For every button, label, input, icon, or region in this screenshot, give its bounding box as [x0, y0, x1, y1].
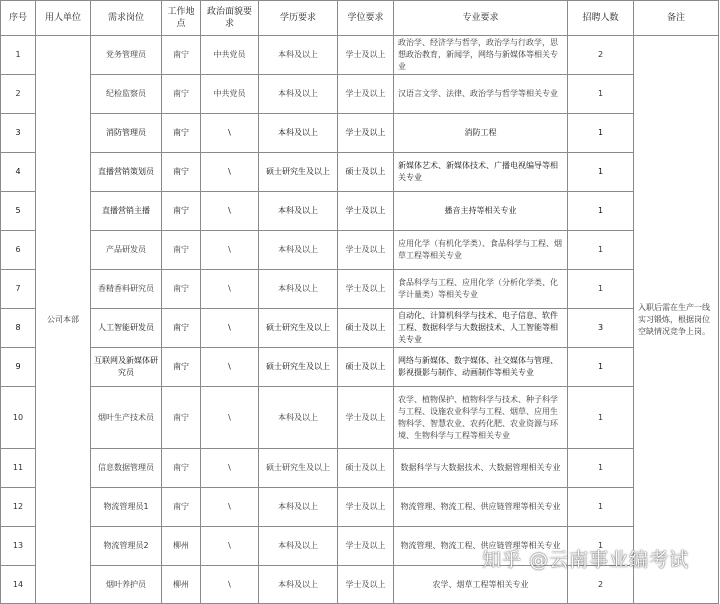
watermark-handle: @云南事业编考试 — [529, 549, 690, 571]
cell-count: 1 — [568, 488, 634, 527]
cell-education: 本科及以上 — [259, 488, 338, 527]
cell-degree: 学士及以上 — [338, 387, 394, 449]
cell-major: 自动化、计算机科学与技术、电子信息、软件工程、数据科学与大数据技术、人工智能等相关专业 — [394, 309, 568, 348]
cell-degree: 硕士及以上 — [338, 449, 394, 488]
cell-education: 本科及以上 — [259, 270, 338, 309]
cell-education: 本科及以上 — [259, 527, 338, 566]
cell-no: 6 — [1, 231, 36, 270]
cell-political: \ — [201, 270, 259, 309]
cell-count: 1 — [568, 449, 634, 488]
cell-count: 1 — [568, 231, 634, 270]
cell-position: 互联网及新媒体研究员 — [91, 348, 162, 387]
cell-location: 南宁 — [162, 75, 201, 114]
cell-major: 政治学、经济学与哲学，政治学与行政学，思想政治教育，新闻学，网络与新媒体等相关专业 — [394, 36, 568, 75]
header-cell-unit: 用人单位 — [36, 1, 91, 36]
cell-political: 中共党员 — [201, 36, 259, 75]
cell-political: \ — [201, 153, 259, 192]
cell-degree: 学士及以上 — [338, 270, 394, 309]
cell-location: 南宁 — [162, 387, 201, 449]
cell-political: \ — [201, 309, 259, 348]
cell-count: 2 — [568, 566, 634, 604]
cell-count: 1 — [568, 270, 634, 309]
cell-no: 5 — [1, 192, 36, 231]
cell-degree: 学士及以上 — [338, 114, 394, 153]
cell-education: 硕士研究生及以上 — [259, 153, 338, 192]
cell-degree: 硕士及以上 — [338, 153, 394, 192]
cell-count: 1 — [568, 527, 634, 566]
cell-location: 南宁 — [162, 36, 201, 75]
cell-major: 消防工程 — [394, 114, 568, 153]
cell-position: 信息数据管理员 — [91, 449, 162, 488]
cell-education: 本科及以上 — [259, 387, 338, 449]
table-row — [1, 387, 719, 449]
cell-position: 党务管理员 — [91, 36, 162, 75]
cell-location: 南宁 — [162, 488, 201, 527]
cell-education: 本科及以上 — [259, 192, 338, 231]
header-cell-remark: 备注 — [634, 1, 719, 36]
cell-no: 10 — [1, 387, 36, 449]
header-cell-no: 序号 — [1, 1, 36, 36]
cell-political: \ — [201, 231, 259, 270]
table-row — [1, 449, 719, 488]
cell-count: 2 — [568, 36, 634, 75]
cell-no: 9 — [1, 348, 36, 387]
cell-count: 1 — [568, 114, 634, 153]
cell-position: 香精香料研究员 — [91, 270, 162, 309]
cell-remark: 入职后需在生产一线实习锻炼，根据岗位空缺情况竞争上岗。 — [634, 36, 719, 604]
cell-location: 柳州 — [162, 527, 201, 566]
cell-education: 硕士研究生及以上 — [259, 449, 338, 488]
cell-degree: 学士及以上 — [338, 488, 394, 527]
cell-no: 3 — [1, 114, 36, 153]
cell-education: 本科及以上 — [259, 75, 338, 114]
table-row — [1, 231, 719, 270]
cell-no: 1 — [1, 36, 36, 75]
cell-major: 农学、烟草工程等相关专业 — [394, 566, 568, 604]
cell-major: 数据科学与大数据技术、大数据管理相关专业 — [394, 449, 568, 488]
header-cell-major: 专业要求 — [394, 1, 568, 36]
cell-count: 1 — [568, 348, 634, 387]
cell-location: 南宁 — [162, 153, 201, 192]
cell-position: 烟叶生产技术员 — [91, 387, 162, 449]
cell-major: 新媒体艺术、新媒体技术、广播电视编导等相关专业 — [394, 153, 568, 192]
cell-political: \ — [201, 527, 259, 566]
table-row — [1, 270, 719, 309]
cell-position: 纪检监察员 — [91, 75, 162, 114]
cell-position: 直播营销策划员 — [91, 153, 162, 192]
cell-no: 11 — [1, 449, 36, 488]
cell-major: 汉语言文学、法律、政治学与哲学等相关专业 — [394, 75, 568, 114]
cell-position: 产品研发员 — [91, 231, 162, 270]
header-cell-political: 政治面貌要求 — [201, 1, 259, 36]
cell-education: 本科及以上 — [259, 114, 338, 153]
cell-no: 2 — [1, 75, 36, 114]
table-row — [1, 36, 719, 75]
cell-no: 8 — [1, 309, 36, 348]
cell-degree: 硕士及以上 — [338, 348, 394, 387]
cell-degree: 学士及以上 — [338, 192, 394, 231]
header-row — [1, 1, 719, 36]
cell-location: 南宁 — [162, 270, 201, 309]
cell-degree: 学士及以上 — [338, 527, 394, 566]
cell-count: 1 — [568, 387, 634, 449]
table-row — [1, 309, 719, 348]
table-row — [1, 153, 719, 192]
table-row — [1, 192, 719, 231]
cell-count: 3 — [568, 309, 634, 348]
cell-no: 4 — [1, 153, 36, 192]
cell-major: 物流管理、物流工程、供应链管理等相关专业 — [394, 527, 568, 566]
cell-major: 食品科学与工程、应用化学（分析化学类、化学计量类）等相关专业 — [394, 270, 568, 309]
cell-count: 1 — [568, 75, 634, 114]
cell-position: 直播营销主播 — [91, 192, 162, 231]
cell-position: 物流管理员1 — [91, 488, 162, 527]
cell-education: 本科及以上 — [259, 566, 338, 604]
header-cell-count: 招聘人数 — [568, 1, 634, 36]
cell-location: 南宁 — [162, 449, 201, 488]
cell-education: 硕士研究生及以上 — [259, 309, 338, 348]
cell-political: \ — [201, 192, 259, 231]
cell-degree: 学士及以上 — [338, 75, 394, 114]
cell-position: 烟叶养护员 — [91, 566, 162, 604]
cell-location: 南宁 — [162, 114, 201, 153]
zhihu-watermark — [482, 545, 689, 572]
cell-political: \ — [201, 114, 259, 153]
cell-location: 柳州 — [162, 566, 201, 604]
header-cell-position: 需求岗位 — [91, 1, 162, 36]
cell-no: 7 — [1, 270, 36, 309]
cell-political: \ — [201, 387, 259, 449]
cell-degree: 硕士及以上 — [338, 309, 394, 348]
watermark-brand: 知乎 — [482, 549, 523, 571]
cell-unit: 公司本部 — [36, 36, 91, 604]
cell-education: 本科及以上 — [259, 36, 338, 75]
cell-count: 1 — [568, 192, 634, 231]
cell-major: 物流管理、物流工程、供应链管理等相关专业 — [394, 488, 568, 527]
cell-no: 13 — [1, 527, 36, 566]
cell-degree: 学士及以上 — [338, 36, 394, 75]
cell-location: 南宁 — [162, 192, 201, 231]
cell-major: 播音主持等相关专业 — [394, 192, 568, 231]
cell-degree: 学士及以上 — [338, 566, 394, 604]
table-row — [1, 348, 719, 387]
cell-major: 农学、植物保护、植物科学与技术、种子科学与工程、设施农业科学与工程、烟草、应用生物科学、智慧农业、农药化肥、农业资源与环境、生物科学与工程等相关专业 — [394, 387, 568, 449]
cell-education: 本科及以上 — [259, 231, 338, 270]
cell-location: 南宁 — [162, 309, 201, 348]
cell-major: 网络与新媒体、数字媒体、社交媒体与管理、影视摄影与制作、动画制作等相关专业 — [394, 348, 568, 387]
table-row — [1, 114, 719, 153]
cell-political: \ — [201, 488, 259, 527]
cell-education: 硕士研究生及以上 — [259, 348, 338, 387]
cell-location: 南宁 — [162, 348, 201, 387]
cell-major: 应用化学（有机化学类）、食品科学与工程、烟草工程等相关专业 — [394, 231, 568, 270]
table-row — [1, 75, 719, 114]
cell-position: 消防管理员 — [91, 114, 162, 153]
header-cell-education: 学历要求 — [259, 1, 338, 36]
cell-political: \ — [201, 566, 259, 604]
cell-no: 12 — [1, 488, 36, 527]
header-cell-location: 工作地点 — [162, 1, 201, 36]
cell-political: \ — [201, 449, 259, 488]
cell-degree: 学士及以上 — [338, 231, 394, 270]
cell-position: 人工智能研发员 — [91, 309, 162, 348]
cell-no: 14 — [1, 566, 36, 604]
cell-political: 中共党员 — [201, 75, 259, 114]
cell-count: 1 — [568, 153, 634, 192]
cell-political: \ — [201, 348, 259, 387]
cell-location: 南宁 — [162, 231, 201, 270]
header-cell-degree: 学位要求 — [338, 1, 394, 36]
table-row — [1, 488, 719, 527]
cell-position: 物流管理员2 — [91, 527, 162, 566]
